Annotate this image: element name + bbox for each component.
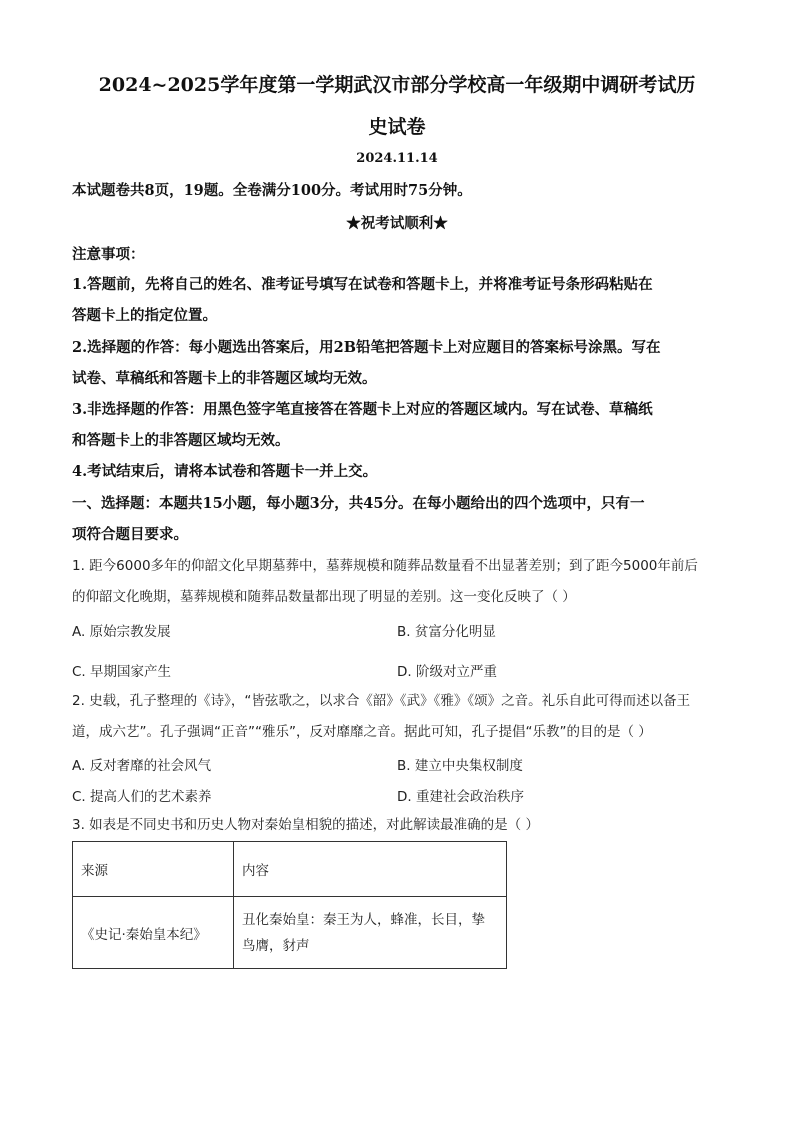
- question-3-stem: 3. 如表是不同史书和历史人物对秦始皇相貌的描述，对此解读最准确的是（ ）: [72, 817, 539, 833]
- question-1-option-a: A. 原始宗教发展: [72, 624, 171, 640]
- table-cell-source: 《史记·秦始皇本纪》: [73, 897, 234, 969]
- question-1-stem-line2: 的仰韶文化晚期，墓葬规模和随葬品数量都出现了明显的差别。这一变化反映了（ ）: [72, 589, 576, 605]
- note-line: 答题卡上的指定位置。: [72, 307, 217, 324]
- exam-date: 2024.11.14: [356, 151, 438, 166]
- table-row: [73, 897, 507, 969]
- question-2-option-b: B. 建立中央集权制度: [397, 758, 523, 774]
- exam-title-line2: 史试卷: [368, 116, 426, 138]
- good-luck-wish: ★祝考试顺利★: [346, 215, 448, 232]
- table-cell-content-line1: 丑化秦始皇：秦王为人，蜂准，长目，挚: [242, 911, 485, 928]
- question-2-stem-line1: 2. 史载，孔子整理的《诗》，“皆弦歌之，以求合《韶》《武》《雅》《颂》之音。礼乐自此可得而述以备王: [72, 693, 691, 709]
- source-table: [72, 841, 507, 969]
- question-2-option-d: D. 重建社会政治秩序: [397, 789, 524, 805]
- question-1-option-d: D. 阶级对立严重: [397, 664, 497, 680]
- table-header-content: 内容: [234, 842, 507, 897]
- notes-heading: 注意事项：: [72, 246, 145, 263]
- table-cell-content: [234, 897, 507, 969]
- question-2-option-a: A. 反对奢靡的社会风气: [72, 758, 212, 774]
- exam-title-line1: 2024~2025学年度第一学期武汉市部分学校高一年级期中调研考试历: [98, 74, 696, 96]
- section-heading-line2: 项符合题目要求。: [72, 526, 188, 543]
- note-line: 试卷、草稿纸和答题卡上的非答题区域均无效。: [72, 370, 377, 387]
- table-header-row: [73, 842, 507, 897]
- question-1-stem-line1: 1. 距今6000多年的仰韶文化早期墓葬中，墓葬规模和随葬品数量看不出显著差别；到了距今5000年前后: [72, 558, 698, 574]
- note-line: 1.答题前，先将自己的姓名、准考证号填写在试卷和答题卡上，并将准考证号条形码粘贴在: [72, 276, 653, 293]
- note-line: 和答题卡上的非答题区域均无效。: [72, 432, 290, 449]
- exam-summary: 本试题卷共8页，19题。全卷满分100分。考试用时75分钟。: [72, 182, 472, 199]
- note-line: 4.考试结束后，请将本试卷和答题卡一并上交。: [72, 463, 378, 480]
- table-cell-content-line2: 鸟膺，豺声: [242, 937, 310, 954]
- table-header-source: 来源: [73, 842, 234, 897]
- question-2-stem-line2: 道，成六艺”。孔子强调“正音”“雅乐”，反对靡靡之音。据此可知，孔子提倡“乐教”的目的是（ ）: [72, 724, 652, 740]
- question-2-option-c: C. 提高人们的艺术素养: [72, 789, 212, 805]
- section-heading-line1: 一、选择题：本题共15小题，每小题3分，共45分。在每小题给出的四个选项中，只有一: [72, 495, 645, 512]
- note-line: 3.非选择题的作答：用黑色签字笔直接答在答题卡上对应的答题区域内。写在试卷、草稿纸: [72, 401, 653, 418]
- question-1-option-c: C. 早期国家产生: [72, 664, 172, 680]
- note-line: 2.选择题的作答：每小题选出答案后，用2B铅笔把答题卡上对应题目的答案标号涂黑。写在: [72, 339, 661, 356]
- question-1-option-b: B. 贫富分化明显: [397, 624, 496, 640]
